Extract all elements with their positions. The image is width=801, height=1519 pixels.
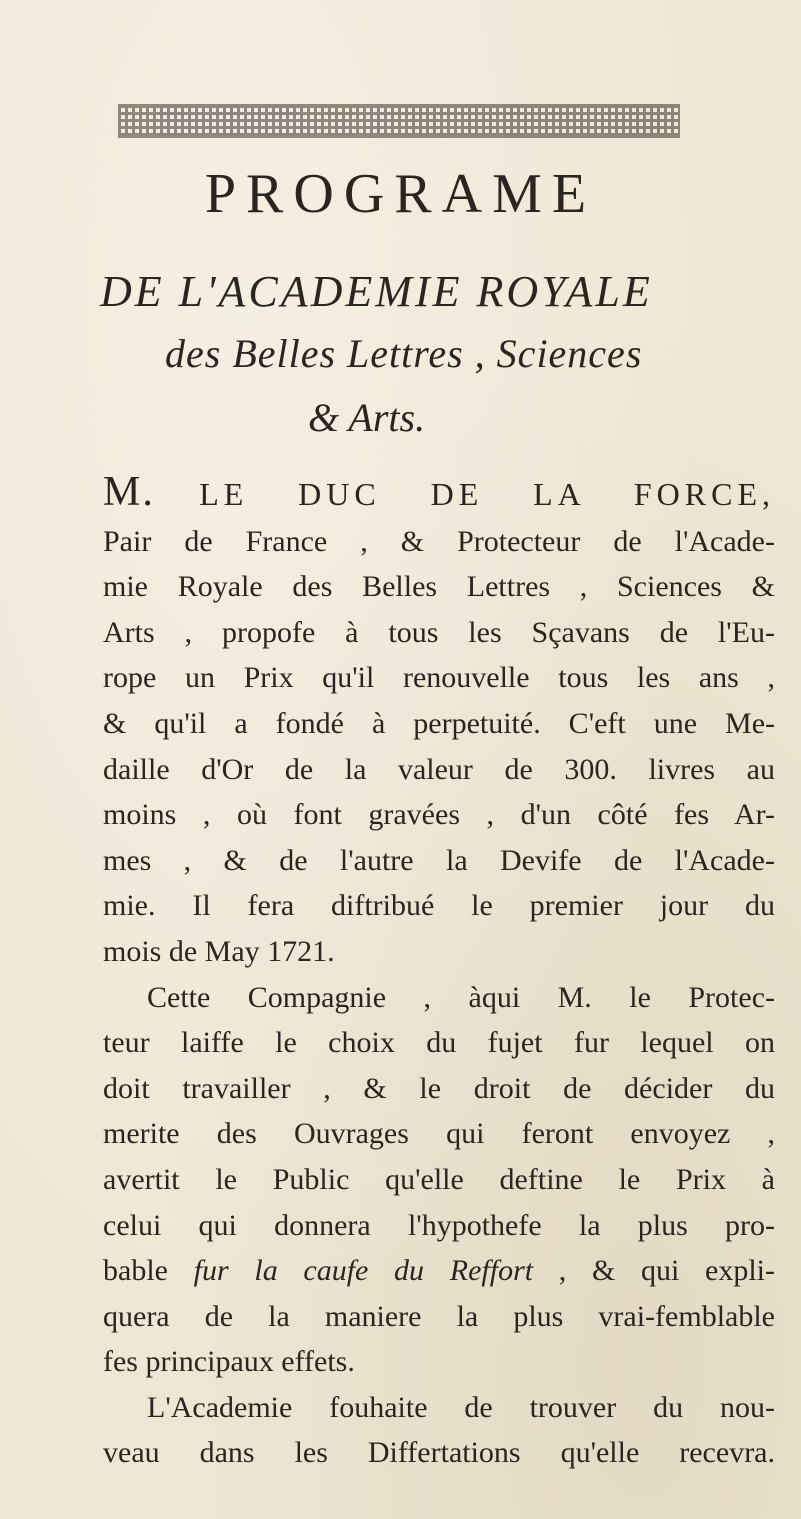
subtitle-belles-lettres: des Belles Lettres , Sciences xyxy=(165,331,643,376)
paragraph-2-line: avertit le Public qu'elle deftine le Prix à xyxy=(103,1162,775,1196)
subtitle-academy: DE L'ACADEMIE ROYALE xyxy=(100,267,653,316)
paragraph-1-line: mie. Il fera diftribué le premier jour du xyxy=(103,889,775,923)
paragraph-1-line: mie Royale des Belles Lettres , Sciences & xyxy=(103,570,775,604)
decorative-ornament-band xyxy=(118,104,680,138)
paragraph-2-line: fes principaux effets. xyxy=(103,1345,355,1379)
paragraph-2-line-mixed xyxy=(103,1248,775,1294)
line-text-pre: bable xyxy=(103,1254,194,1288)
lead-caps: LE DUC DE LA FORCE, xyxy=(199,476,775,512)
paragraph-1-line: Pair de France , & Protecteur de l'Acade- xyxy=(103,524,775,558)
paragraph-1-line: rope un Prix qu'il renouvelle tous les ans , xyxy=(103,661,775,695)
paragraph-3-line: L'Academie fouhaite de trouver du nou- xyxy=(147,1390,775,1424)
page-title: PROGRAME xyxy=(204,163,597,225)
paragraph-1-line: mois de May 1721. xyxy=(103,934,335,968)
paragraph-2-line: merite des Ouvrages qui feront envoyez , xyxy=(103,1117,775,1151)
paragraph-1-line: daille d'Or de la valeur de 300. livres au xyxy=(103,752,775,786)
paragraph-2-line: quera de la maniere la plus vrai-femblable xyxy=(103,1299,775,1333)
line-text-post: , & qui expli- xyxy=(533,1254,775,1288)
paragraph-1-line: mes , & de l'autre la Devife de l'Acade- xyxy=(103,843,775,877)
italic-subject: fur la caufe du Reffort xyxy=(193,1254,534,1288)
paragraph-1-line: Arts , propofe à tous les Sçavans de l'Eu- xyxy=(103,615,775,649)
paragraph-2-line: teur laiffe le choix du fujet fur lequel on xyxy=(103,1026,775,1060)
paragraph-1-line: moins , où font gravées , d'un côté fes Ar- xyxy=(103,798,775,832)
paragraph-1-line: & qu'il a fondé à perpetuité. C'eft une Me- xyxy=(103,706,775,740)
paragraph-2-line: Cette Compagnie , àqui M. le Protec- xyxy=(147,980,775,1014)
document-body xyxy=(103,470,775,1476)
paragraph-3-line: veau dans les Differtations qu'elle recevra. xyxy=(103,1436,775,1470)
paragraph-2-line: celui qui donnera l'hypothefe la plus pro- xyxy=(103,1208,775,1242)
paragraph-2-line: doit travailler , & le droit de décider du xyxy=(103,1071,775,1105)
lead-initial: M. xyxy=(103,469,155,515)
subtitle-arts: & Arts. xyxy=(308,395,426,440)
paragraph-1-line-1 xyxy=(103,470,775,519)
